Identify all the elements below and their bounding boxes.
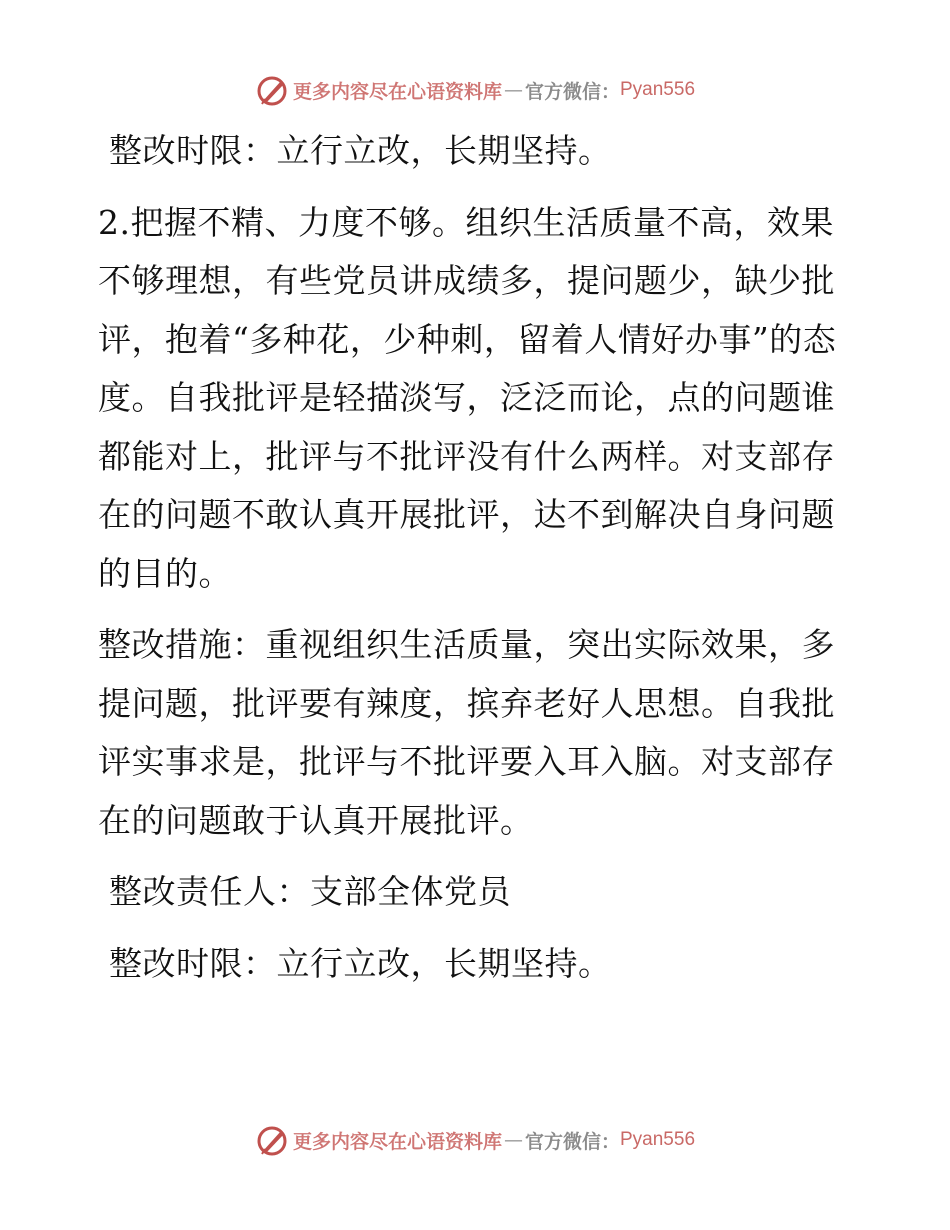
paragraph-rectify-responsible: 整改责任人：支部全体党员 bbox=[109, 872, 511, 911]
quill-logo-icon bbox=[255, 73, 289, 107]
watermark-separator: — bbox=[503, 1129, 523, 1151]
watermark-separator: — bbox=[503, 79, 523, 101]
watermark-title: 更多内容尽在心语资料库 bbox=[292, 80, 502, 103]
document-body bbox=[98, 122, 858, 1006]
watermark-wechat-label: 官方微信： bbox=[524, 80, 620, 103]
watermark-wechat-id: Pyan556 bbox=[620, 1129, 696, 1150]
watermark-wechat-label: 官方微信： bbox=[524, 1130, 620, 1153]
footer-watermark bbox=[0, 1120, 950, 1160]
paragraph-rectify-measures: 整改措施：重视组织生活质量，突出实际效果，多提问题，批评要有辣度，摈弃老好人思想。自我批评实事求是，批评与不批评要入耳入脑。对支部存在的问题敢于认真开展批评。 bbox=[98, 625, 835, 840]
paragraph-issue-2: 2.把握不精、力度不够。组织生活质量不高，效果不够理想，有些党员讲成绩多，提问题少，缺少批评，抱着“多种花，少种刺，留着人情好办事”的态度。自我批评是轻描淡写，泛泛而论，点的问题谁都能对上，批评与不批评没有什么两样。对支部存在的问题不敢认真开展批评，达不到解决自身问题的目的。 bbox=[98, 202, 837, 593]
watermark-title: 更多内容尽在心语资料库 bbox=[292, 1130, 502, 1153]
paragraph-rectify-deadline-1: 整改时限：立行立改，长期坚持。 bbox=[109, 131, 612, 170]
paragraph-rectify-deadline-2: 整改时限：立行立改，长期坚持。 bbox=[109, 943, 612, 983]
quill-logo-icon bbox=[255, 1123, 289, 1157]
header-watermark bbox=[0, 70, 950, 110]
watermark-wechat-id: Pyan556 bbox=[620, 79, 696, 100]
